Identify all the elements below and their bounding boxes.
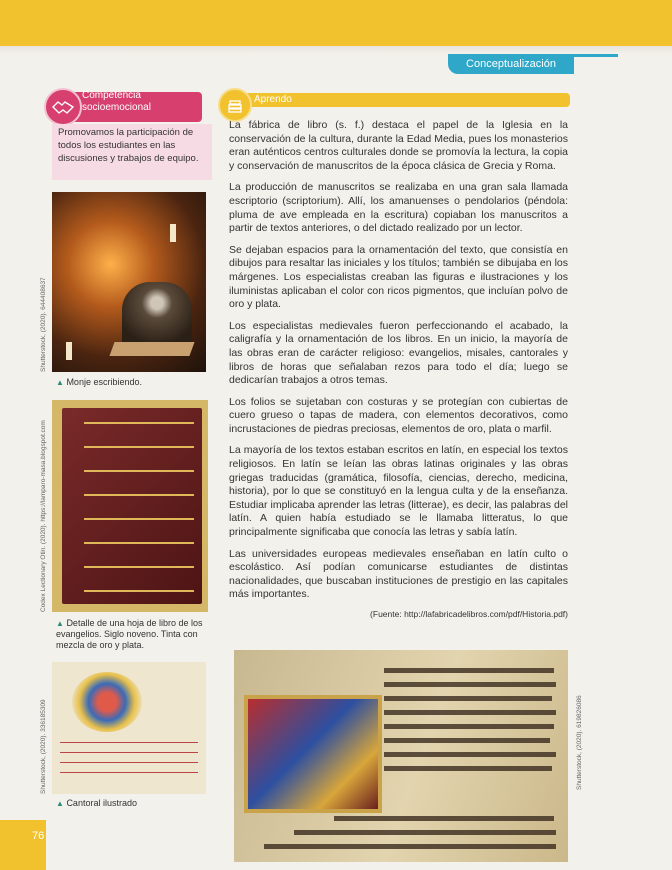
photo-credit: Shutterstock, (2020). 619826086 [576,695,583,790]
text-line [384,766,552,771]
script-line [84,566,194,568]
image-caption: ▲ Detalle de una hoja de libro de los evangelios. Siglo noveno. Tinta con mezcla de oro y plata. [56,618,203,650]
paragraph: La mayoría de los textos estaban escritos en latín, en especial los textos religiosos. En latín se leían las obras latinas originales y las obras griegas traducidas (gramática, filosofía, ciencias, derecho, medicina, historia), por lo que se constituyó en la lengua culta y de la enseñanza. Estudiar implicaba aprender las letras (litterae), es decir, las palabras del latín. A quien había estudiado se le llamaba litteratus, lo que principalmente significaba que conocía las letras y sabía latín. [229,444,568,539]
script-line [84,470,194,472]
script-line [84,422,194,424]
illuminated-manuscript-photo [234,650,568,862]
handshake-icon [44,88,82,126]
monk-writing-photo [52,192,206,372]
page-number-tab [0,820,46,870]
paragraph: La fábrica de libro (s. f.) destaca el papel de la Iglesia en la conservación de la cultura, durante la Edad Media, pues los monasterios eran auténticos centros culturales donde se promovía la lectura, la copia y conservación de manuscritos de la época clásica de Grecia y Roma. [229,119,568,172]
script-line [84,518,194,520]
paragraph: Los folios se sujetaban con costuras y se protegían con cubiertas de cuero grueso o tapas de madera, con elementos decorativos, como incrustaciones de piedras preciosas, elementos de oro, plata o marfil. [229,395,568,435]
script-line [84,590,194,592]
music-staff-line [60,772,198,773]
open-book [109,342,194,356]
text-line [384,752,556,757]
script-line [84,542,194,544]
photo-credit: Codex Lectionary Otin. (2020). https://lamparo-masa.blogspot.com [40,420,47,612]
top-color-band [0,0,672,46]
text-line [294,830,556,835]
text-line [384,682,556,687]
source-citation: (Fuente: http://lafabricadelibros.com/pdf/Historia.pdf) [370,609,568,619]
text-line [334,816,554,821]
triangle-icon: ▲ [56,378,64,387]
section-tab: Conceptualización [448,54,574,74]
music-staff-line [60,742,198,743]
triangle-icon: ▲ [56,619,64,628]
paragraph: Se dejaban espacios para la ornamentación del texto, que consistía en dibujos para resaltar las iniciales y los títulos; también se dibujaba en los márgenes. Los especialistas creaban las figuras e ilustraciones y los iluministas aplicaban el color con ricos pigmentos, que incluían polvo de oro y plata. [229,243,568,311]
section-rule [570,54,618,57]
paragraph: Los especialistas medievales fueron perfeccionando el acabado, la caligrafía y la ornamentación de los libros. En un inicio, la mayoría de las obras eran de carácter religioso: evangelios, misales, cantorales y libros de horas que señalaban rezos para todo el día; luego se dedicarían trabajos a otros temas. [229,319,568,387]
script-line [84,494,194,496]
image-caption: ▲ Monje escribiendo. [56,377,142,387]
paragraph: Las universidades europeas medievales enseñaban en latín culto o escolástico. Así podían comunicarse estudiantes de distintas nacionalidades, que buscaban instituciones de prestigio en las capitales más importantes. [229,547,568,601]
candle [66,342,72,360]
music-staff-line [60,752,198,753]
top-band-shadow [0,46,672,54]
manuscript-detail-photo [52,400,208,612]
photo-credit: Shutterstock, (2020). 336185309 [40,699,47,794]
text-line [384,696,552,701]
illuminated-initial [72,672,142,732]
page-number: 76 [32,830,45,842]
text-line [384,668,554,673]
photo-credit: Shutterstock, (2020). 644408637 [40,277,47,372]
article-body [229,119,568,610]
competencia-text: Promovamos la participación de todos los estudiantes en las discusiones y trabajos de equipo. [52,124,212,180]
cantoral-photo [52,662,206,794]
paragraph: La producción de manuscritos se realizaba en una gran sala llamada escriptorio (scriptorium). Allí, los amanuenses o pendolarios (péndola: pluma de ave empleada en la escritura) copiaban los manuscritos a partir de textos anteriores, o del dictado realizado por un lector. [229,181,568,235]
music-staff-line [60,762,198,763]
competencia-title: Competencia socioemocional [82,90,151,113]
text-line [384,738,550,743]
image-caption: ▲ Cantoral ilustrado [56,798,137,808]
text-line [384,724,554,729]
text-line [264,844,556,849]
text-line [384,710,556,715]
aprendo-title: Aprendo [254,94,292,105]
triangle-icon: ▲ [56,799,64,808]
book-stack-icon [218,88,252,122]
script-line [84,446,194,448]
miniature-illustration [244,695,382,813]
candle [170,224,176,242]
manuscript-page [62,408,202,604]
